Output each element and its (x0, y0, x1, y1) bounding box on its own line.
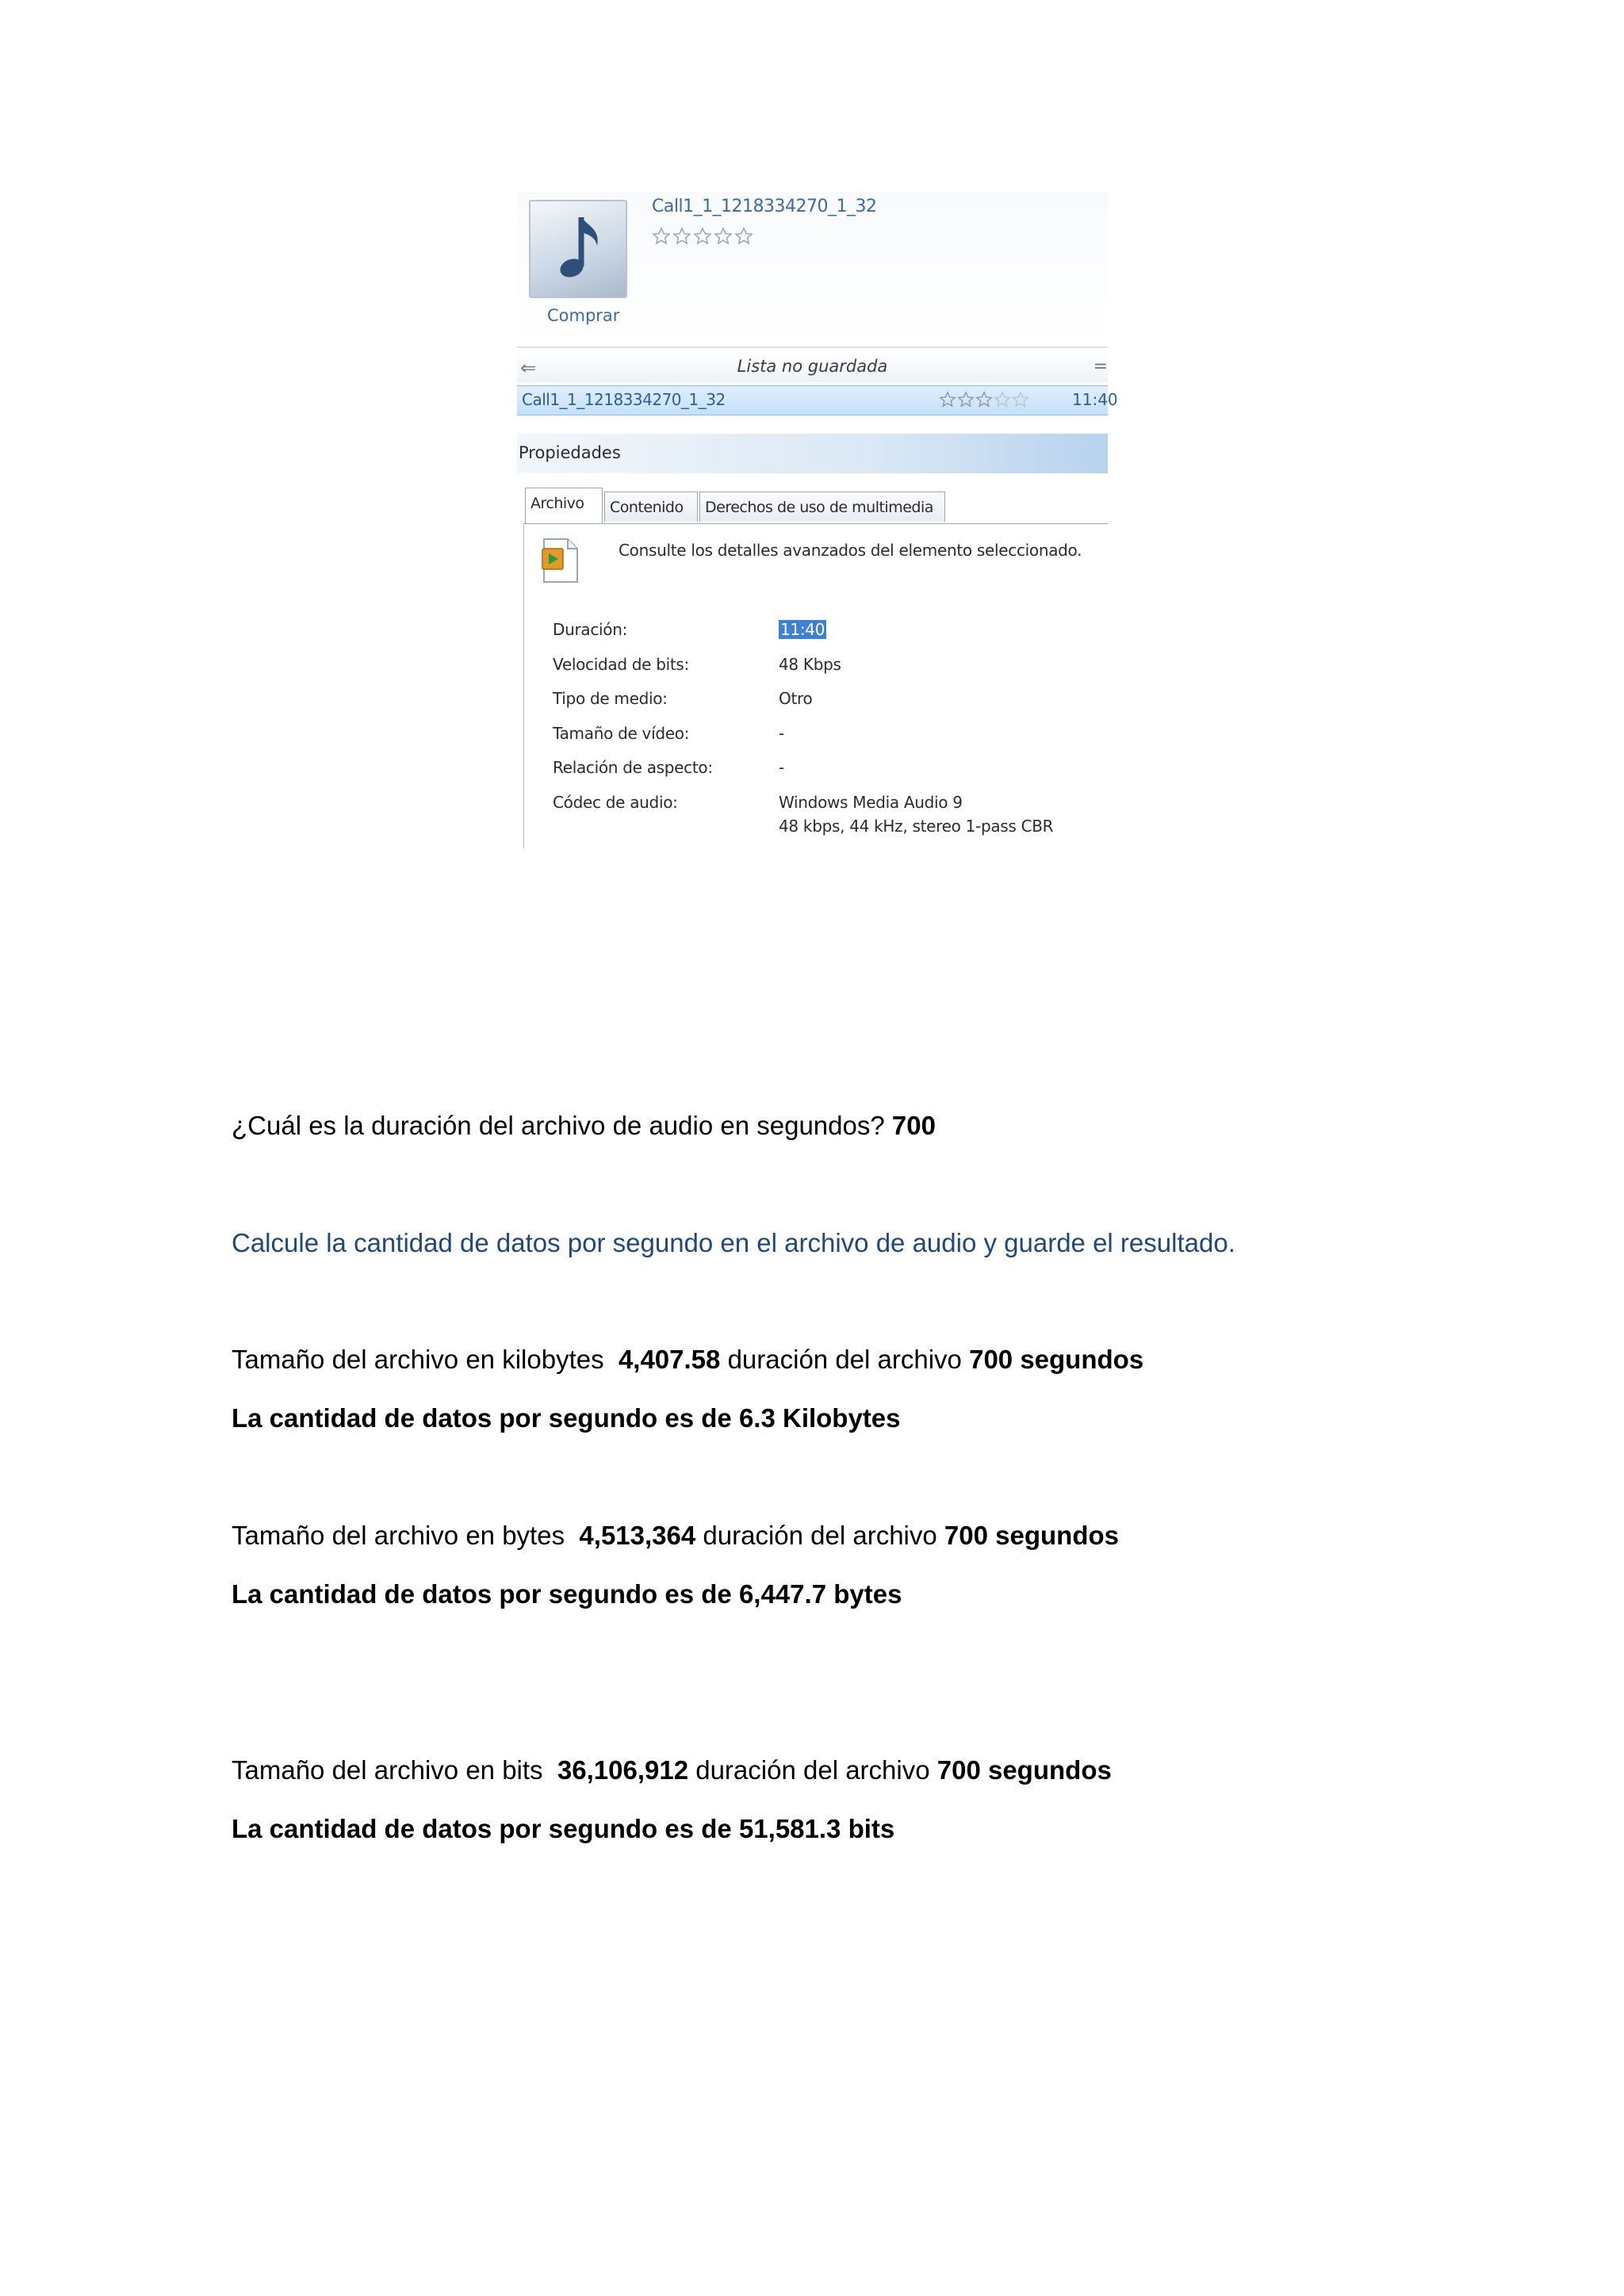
tab-panel-left-border (523, 523, 524, 848)
back-arrow-icon[interactable]: ⇐ (520, 357, 537, 379)
bytes-size: 4,513,364 (579, 1521, 696, 1550)
prop-value-audio-codec: Windows Media Audio 9 (779, 793, 963, 812)
bits-prefix: Tamaño del archivo en bits (232, 1755, 557, 1785)
properties-title: Propiedades (519, 443, 621, 462)
playlist-bar (517, 350, 1108, 382)
tab-panel-border (523, 523, 1108, 524)
bits-duration: 700 segundos (936, 1755, 1112, 1785)
rating-stars[interactable] (652, 227, 753, 246)
kilobytes-prefix: Tamaño del archivo en kilobytes (232, 1345, 619, 1374)
bytes-duration: 700 segundos (944, 1521, 1119, 1550)
properties-header (517, 434, 1108, 473)
media-file-icon (541, 538, 580, 584)
bits-size: 36,106,912 (557, 1755, 689, 1785)
playlist-title: Lista no guardada (737, 357, 888, 376)
bits-line (232, 1755, 1112, 1786)
advanced-details-text: Consulte los detalles avanzados del elemento seleccionado. (619, 541, 1082, 560)
list-options-icon[interactable]: = (1093, 357, 1108, 377)
bytes-result: La cantidad de datos por segundo es de 6,447.7 bytes (232, 1579, 902, 1609)
tab-derechos[interactable]: Derechos de uso de multimedia (699, 492, 945, 522)
prop-label-audio-codec: Códec de audio: (553, 793, 678, 812)
kilobytes-duration: 700 segundos (969, 1345, 1144, 1374)
question-text: ¿Cuál es la duración del archivo de audio en segundos? (232, 1111, 892, 1140)
star-icon[interactable] (652, 227, 671, 246)
track-row-time: 11:40 (1072, 390, 1118, 409)
bytes-mid: duración del archivo (695, 1521, 944, 1550)
track-title: Call1_1_1218334270_1_32 (652, 197, 877, 216)
star-icon[interactable] (693, 227, 712, 246)
star-icon[interactable] (994, 391, 1011, 408)
media-player-screenshot (517, 192, 1118, 848)
kilobytes-mid: duración del archivo (720, 1345, 970, 1374)
prop-label-bitrate: Velocidad de bits: (553, 655, 689, 674)
star-icon[interactable] (957, 391, 975, 408)
bits-mid: duración del archivo (688, 1755, 937, 1785)
star-icon[interactable] (975, 391, 993, 408)
track-row-rating[interactable] (939, 391, 1029, 408)
bits-result: La cantidad de datos por segundo es de 51,581.3 bits (232, 1814, 895, 1843)
prop-value-video-size: - (779, 724, 784, 743)
prop-value-bitrate: 48 Kbps (779, 655, 841, 674)
prop-label-duration: Duración: (553, 620, 628, 639)
star-icon[interactable] (1012, 391, 1029, 408)
kilobytes-result: La cantidad de datos por segundo es de 6.3 Kilobytes (232, 1403, 901, 1433)
question-answer: 700 (891, 1111, 936, 1140)
tab-contenido[interactable]: Contenido (604, 492, 698, 522)
track-row-name: Call1_1_1218334270_1_32 (522, 390, 726, 409)
album-art[interactable] (529, 200, 627, 298)
prop-value-audio-codec-details: 48 kbps, 44 kHz, stereo 1-pass CBR (779, 817, 1054, 836)
prop-value-media-type: Otro (779, 689, 813, 708)
prop-value-aspect-ratio: - (779, 758, 784, 777)
kilobytes-line (232, 1344, 1143, 1376)
star-icon[interactable] (734, 227, 753, 246)
prop-label-video-size: Tamaño de vídeo: (553, 724, 690, 743)
music-note-icon (548, 211, 611, 290)
prop-label-media-type: Tipo de medio: (553, 689, 668, 708)
instruction-text: Calcule la cantidad de datos por segundo en el archivo de audio y guarde el resultado. (232, 1228, 1235, 1257)
star-icon[interactable] (939, 391, 956, 408)
bytes-line (232, 1520, 1119, 1552)
bytes-prefix: Tamaño del archivo en bytes (232, 1521, 580, 1550)
divider (517, 346, 1108, 348)
star-icon[interactable] (714, 227, 733, 246)
prop-value-duration[interactable]: 11:40 (780, 620, 825, 639)
prop-label-aspect-ratio: Relación de aspecto: (553, 758, 713, 777)
star-icon[interactable] (672, 227, 691, 246)
playlist-track-row[interactable] (517, 385, 1118, 415)
question-duration (232, 1110, 936, 1142)
buy-link[interactable]: Comprar (547, 306, 620, 325)
tab-archivo[interactable]: Archivo (525, 488, 603, 523)
kilobytes-size: 4,407.58 (618, 1345, 721, 1374)
